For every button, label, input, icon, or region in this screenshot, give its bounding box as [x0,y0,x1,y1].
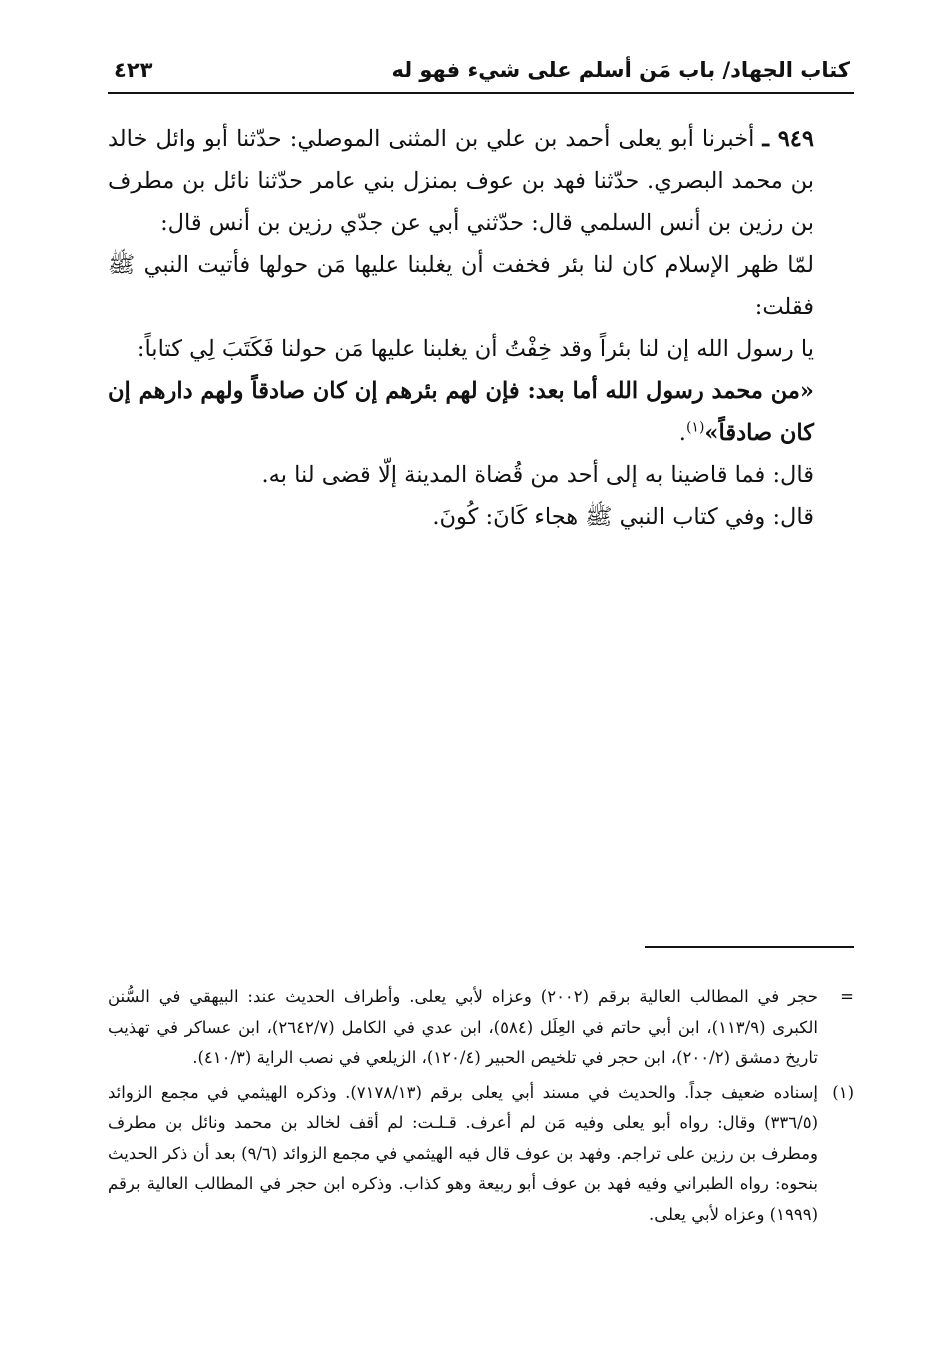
footnote-marker: (١) [832,1082,854,1102]
footnote-marker: = [840,987,854,1006]
letter-end: . [678,420,686,446]
footnote-text: حجر في المطالب العالية برقم (٢٠٠٢) وعزاه لأبي يعلى. وأطراف الحديث عند: البيهقي في السُّنن الكبرى (١١٣/٩)، ابن أبي حاتم في العِلَل (٥٨٤)، ابن عدي في الكامل (٢٦٤٢/٧)، ابن عساكر في تهذيب تاريخ دمشق (٢٠٠/٢)، ابن حجر في تلخيص الحبير (١٢٠/٤)، الزيلعي في نصب الراية (٤١٠/٣). [108,987,819,1067]
isnad-text: أخبرنا أبو يعلى أحمد بن علي بن المثنى الموصلي: حدّثنا أبو وائل خالد بن محمد البصري. حدّثنا فهد بن عوف بمنزل بني عامر حدّثنا نائل بن مطرف بن رزين بن أنس السلمي قال: حدّثني أبي عن جدّي رزين بن أنس قال: [108,126,814,236]
hadith-number: ٩٤٩ ـ [762,126,814,152]
request-paragraph: يا رسول الله إن لنا بئراً وقد خِفْتُ أن يغلبنا عليها مَن حولنا فَكَتَبَ لِي كتاباً: [136,336,814,362]
hadith-paragraph [108,118,854,244]
running-header [108,52,854,94]
prophet-letter: «من محمد رسول الله أما بعد: فإن لهم بئرهم إن كان صادقاً ولهم دارهم إن كان صادقاً» [108,378,814,446]
footnotes [108,982,854,1234]
footnote-text: إسناده ضعيف جداً. والحديث في مسند أبي يعلى برقم (٧١٧٨/١٣). وذكره الهيثمي في مجمع الزوائد (٣٣٦/٥) وقال: رواه أبو يعلى وفيه مَن لم أعرف. قـلـت: لم أقف لخالد بن محمد ونائل بن مطرف ومطرف بن رزين على تراجم. وفهد بن عوف قال فيه الهيثمي في مجمع الزوائد (٩/٦) بعد أن ذكر الحديث بنحوه: رواه الطبراني وفيه فهد بن عوف أبو ربيعة وهو كذاب. وذكره ابن حجر في المطالب العالية برقم (١٩٩٩) وعزاه لأبي يعلى. [108,1082,818,1224]
footnote-separator [645,946,854,948]
outcome-paragraph: قال: فما قاضينا به إلى أحد من قُضاة المدينة إلّا قضى لنا به. [261,462,814,488]
footnote-continuation [108,982,854,1074]
chapter-title: كتاب الجهاد/ باب مَن أسلم على شيء فهو له [391,58,850,82]
spelling-note-paragraph: قال: وفي كتاب النبي ﷺ هجاء كَانَ: كُونَ. [432,504,814,530]
page-number: ٤٢٣ [114,58,153,82]
footnote-reference: (١) [685,419,705,436]
footnote-1 [108,1078,854,1231]
narration-paragraph: لمّا ظهر الإسلام كان لنا بئر فخفت أن يغلبنا عليها مَن حولها فأتيت النبي ﷺ فقلت: [108,252,814,320]
letter-paragraph [108,370,854,454]
main-text [108,118,854,538]
